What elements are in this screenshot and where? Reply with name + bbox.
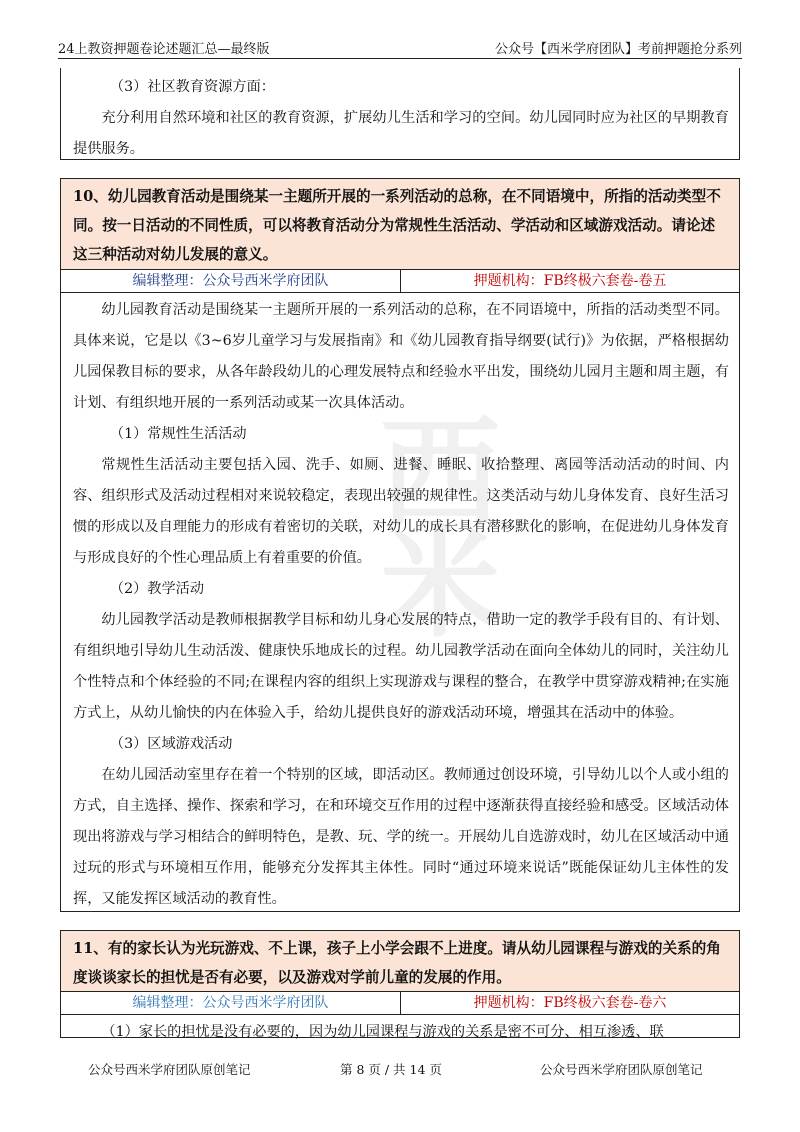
page-number: 第 8 页 / 共 14 页 bbox=[340, 1062, 442, 1077]
header-right-title: 公众号【西米学府团队】考前押题抢分系列 bbox=[494, 42, 742, 57]
answer-paragraph: 幼儿园教学活动是教师根据教学目标和幼儿身心发展的特点，借助一定的教学手段有目的、有计划、有组织地引导幼儿生动活泼、健康快乐地成长的过程。幼儿园教学活动在面向全体幼儿的同时，关注幼儿个性特点和个体经验的不同;在课程内容的组织上实现游戏与课程的整合，在教学中贯穿游戏精神;在实施方式上，从幼儿愉快的内在体验入手，给幼儿提供良好的游戏活动环境，增强其在活动中的体验。 bbox=[73, 612, 729, 721]
question-meta-row bbox=[61, 992, 739, 1015]
answer-subheading: （3）区域游戏活动 bbox=[109, 736, 233, 752]
source-credit: 押题机构：FB终极六套卷-卷五 bbox=[473, 273, 667, 289]
previous-answer-continuation bbox=[60, 68, 740, 160]
answer-subheading: （1）常规性生活活动 bbox=[109, 426, 247, 442]
editor-credit: 编辑整理：公众号西米学府团队 bbox=[61, 270, 401, 292]
answer-paragraph: （1）家长的担忧是没有必要的，因为幼儿园课程与游戏的关系是密不可分、相互渗透、联 bbox=[101, 1024, 664, 1040]
section-paragraph: 充分利用自然环境和社区的教育资源，扩展幼儿生活和学习的空间。幼儿园同时应为社区的早期教育提供服务。 bbox=[73, 110, 729, 157]
section-heading: （3）社区教育资源方面： bbox=[109, 79, 275, 95]
footer-left-note: 公众号西米学府团队原创笔记 bbox=[88, 1062, 251, 1077]
answer-body bbox=[61, 293, 739, 915]
question-text: 11、有的家长认为光玩游戏、不上课，孩子上小学会跟不上进度。请从幼儿园课程与游戏的关系的角度谈谈家长的担忧是否有必要，以及游戏对学前儿童的发展的作用。 bbox=[61, 931, 739, 992]
question-block-10 bbox=[60, 178, 740, 912]
source-credit: 押题机构：FB终极六套卷-卷六 bbox=[473, 995, 667, 1011]
header-left-title: 24上教资押题卷论述题汇总—最终版 bbox=[58, 42, 270, 57]
answer-body bbox=[61, 1015, 739, 1048]
question-block-11 bbox=[60, 930, 740, 1038]
answer-paragraph: 在幼儿园活动室里存在着一个特别的区域，即活动区。教师通过创设环境，引导幼儿以个人或小组的方式，自主选择、操作、探索和学习，在和环境交互作用的过程中逐渐获得直接经验和感受。区域活动体现出将游戏与学习相结合的鲜明特色，是教、玩、学的统一。开展幼儿自选游戏时，幼儿在区域活动中通过玩的形式与环境相互作用，能够充分发挥其主体性。同时“通过环境来说话”既能保证幼儿主体性的发挥，又能发挥区域活动的教育性。 bbox=[73, 767, 729, 907]
question-text: 10、幼儿园教育活动是围绕某一主题所开展的一系列活动的总称，在不同语境中，所指的活动类型不同。按一日活动的不同性质，可以将教育活动分为常规性生活活动、学活动和区域游戏活动。请论述这三种活动对幼儿发展的意义。 bbox=[61, 179, 739, 270]
footer-right-note: 公众号西米学府团队原创笔记 bbox=[540, 1062, 703, 1077]
page-header bbox=[58, 30, 742, 59]
answer-intro: 幼儿园教育活动是围绕某一主题所开展的一系列活动的总称，在不同语境中，所指的活动类型不同。具体来说，它是以《3~6岁儿童学习与发展指南》和《幼儿园教育指导纲要(试行)》为依据，严格根据幼儿园保教目标的要求，从各年龄段幼儿的心理发展特点和经验水平出发，围绕幼儿园月主题和周主题，有计划、有组织地开展的一系列活动或某一次具体活动。 bbox=[73, 302, 729, 411]
watermark: 西米 bbox=[380, 405, 500, 654]
answer-subheading: （2）教学活动 bbox=[109, 581, 205, 597]
editor-credit: 编辑整理：公众号西米学府团队 bbox=[61, 992, 401, 1014]
question-meta-row bbox=[61, 270, 739, 293]
answer-paragraph: 常规性生活活动主要包括入园、洗手、如厕、进餐、睡眠、收拾整理、离园等活动活动的时间、内容、组织形式及活动过程相对来说较稳定，表现出较强的规律性。这类活动与幼儿身体发育、良好生活习惯的形成以及自理能力的形成有着密切的关联，对幼儿的成长具有潜移默化的影响，在促进幼儿身体发育与形成良好的个性心理品质上有着重要的价值。 bbox=[73, 457, 729, 566]
